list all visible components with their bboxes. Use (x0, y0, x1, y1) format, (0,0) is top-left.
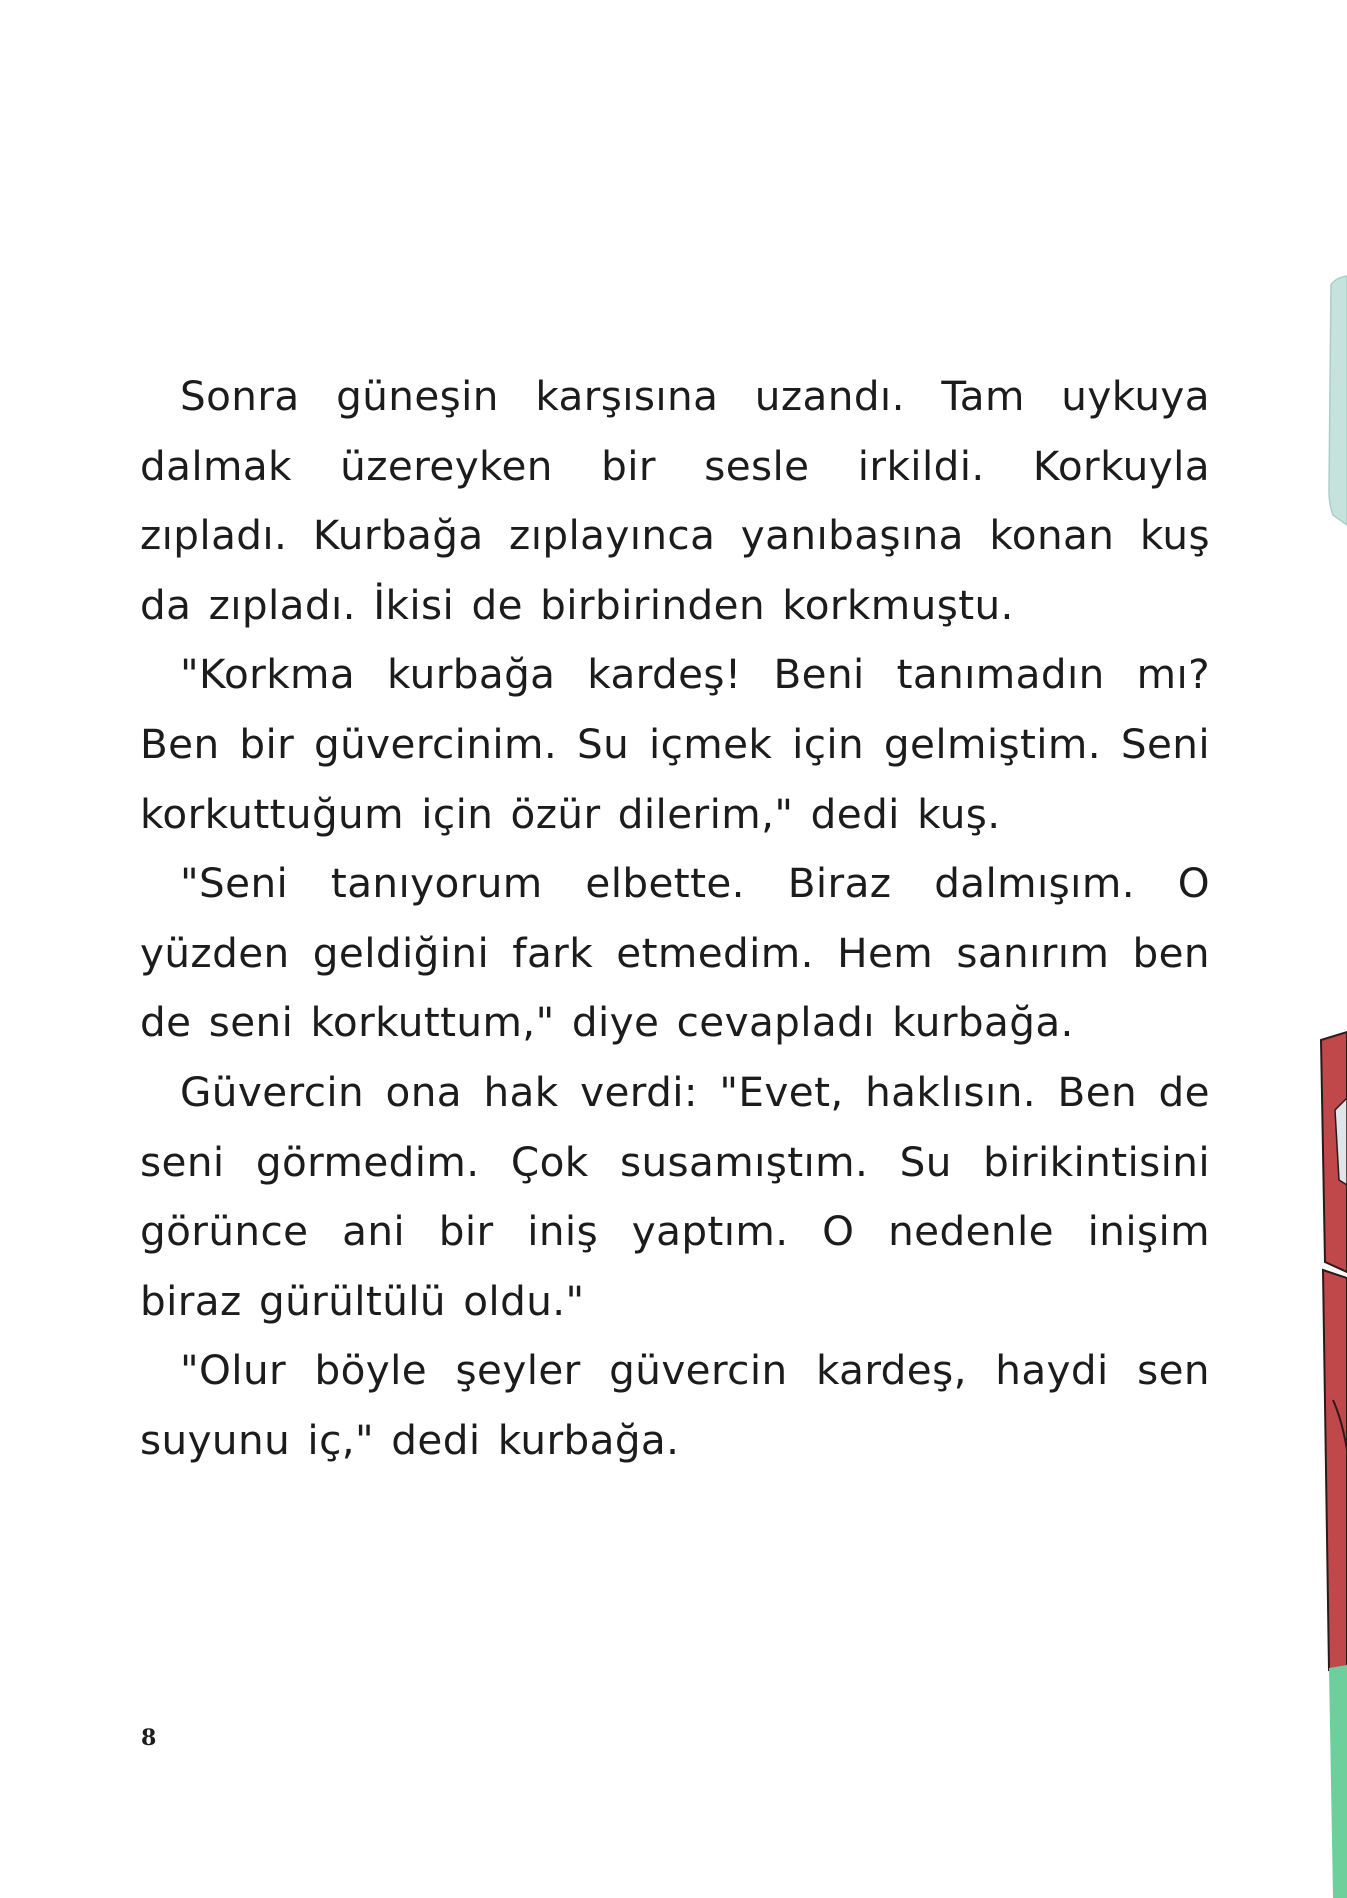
paragraph: Sonra güneşin karşısına uzandı. Tam uykuya dalmak üzereyken bir sesle irkildi. Korkuyla zıpladı. Kurbağa zıplayınca yanıbaşına konan kuş da zıpladı. İkisi de birbirinden korkmuştu. (140, 372, 1210, 629)
paragraph: "Seni tanıyorum elbette. Biraz dalmışım. O yüzden geldiğini fark etmedim. Hem sanırım ben de seni korkuttum," diye cevapladı kurbağa. (140, 859, 1210, 1047)
paragraph: "Olur böyle şeyler güvercin kardeş, haydi sen suyunu iç," dedi kurbağa. (140, 1346, 1210, 1464)
story-text (140, 362, 1210, 1476)
adjacent-page-illustration (1317, 0, 1347, 1898)
page-number: 8 (141, 1725, 157, 1751)
paragraph: Güvercin ona hak verdi: "Evet, haklısın. Ben de seni görmedim. Çok susamıştım. Su birikintisini görünce ani bir iniş yaptım. O nedenle inişim biraz gürültülü oldu." (140, 1067, 1210, 1325)
paragraph: "Korkma kurbağa kardeş! Beni tanımadın mı? Ben bir güvercinim. Su içmek için gelmiştim. Seni korkuttuğum için özür dilerim," dedi kuş. (140, 650, 1210, 838)
